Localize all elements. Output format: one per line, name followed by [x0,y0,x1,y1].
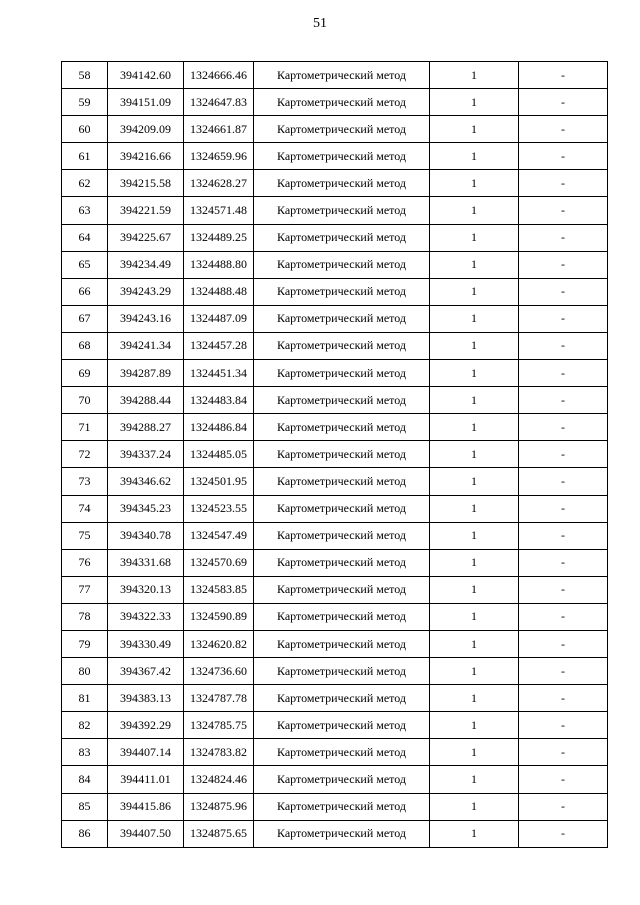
point-number-cell: 79 [62,630,108,657]
point-number-cell: 63 [62,197,108,224]
note-cell: - [519,251,608,278]
y-coordinate-cell: 1324875.96 [184,793,254,820]
point-number-cell: 76 [62,549,108,576]
point-number-cell: 82 [62,712,108,739]
accuracy-cell: 1 [430,89,519,116]
table-row [62,197,608,224]
accuracy-cell: 1 [430,658,519,685]
method-cell: Картометрический метод [254,603,430,630]
table-row [62,143,608,170]
note-cell: - [519,495,608,522]
y-coordinate-cell: 1324488.48 [184,278,254,305]
accuracy-cell: 1 [430,820,519,847]
accuracy-cell: 1 [430,414,519,441]
note-cell: - [519,197,608,224]
point-number-cell: 69 [62,360,108,387]
accuracy-cell: 1 [430,251,519,278]
x-coordinate-cell: 394234.49 [108,251,184,278]
x-coordinate-cell: 394415.86 [108,793,184,820]
accuracy-cell: 1 [430,360,519,387]
note-cell: - [519,603,608,630]
x-coordinate-cell: 394383.13 [108,685,184,712]
method-cell: Картометрический метод [254,305,430,332]
table-row [62,658,608,685]
page-number: 51 [313,16,327,31]
point-number-cell: 66 [62,278,108,305]
point-number-cell: 68 [62,332,108,359]
x-coordinate-cell: 394288.27 [108,414,184,441]
y-coordinate-cell: 1324783.82 [184,739,254,766]
x-coordinate-cell: 394288.44 [108,387,184,414]
point-number-cell: 61 [62,143,108,170]
note-cell: - [519,576,608,603]
note-cell: - [519,305,608,332]
y-coordinate-cell: 1324659.96 [184,143,254,170]
y-coordinate-cell: 1324787.78 [184,685,254,712]
x-coordinate-cell: 394330.49 [108,630,184,657]
note-cell: - [519,468,608,495]
y-coordinate-cell: 1324583.85 [184,576,254,603]
point-number-cell: 71 [62,414,108,441]
x-coordinate-cell: 394151.09 [108,89,184,116]
x-coordinate-cell: 394392.29 [108,712,184,739]
method-cell: Картометрический метод [254,522,430,549]
y-coordinate-cell: 1324501.95 [184,468,254,495]
accuracy-cell: 1 [430,305,519,332]
x-coordinate-cell: 394322.33 [108,603,184,630]
method-cell: Картометрический метод [254,387,430,414]
method-cell: Картометрический метод [254,224,430,251]
accuracy-cell: 1 [430,630,519,657]
y-coordinate-cell: 1324590.89 [184,603,254,630]
coordinates-table [61,61,608,848]
table-row [62,89,608,116]
accuracy-cell: 1 [430,685,519,712]
method-cell: Картометрический метод [254,251,430,278]
y-coordinate-cell: 1324620.82 [184,630,254,657]
note-cell: - [519,278,608,305]
table-row [62,387,608,414]
note-cell: - [519,712,608,739]
x-coordinate-cell: 394287.89 [108,360,184,387]
y-coordinate-cell: 1324875.65 [184,820,254,847]
x-coordinate-cell: 394142.60 [108,62,184,89]
accuracy-cell: 1 [430,197,519,224]
point-number-cell: 65 [62,251,108,278]
method-cell: Картометрический метод [254,576,430,603]
x-coordinate-cell: 394345.23 [108,495,184,522]
table-row [62,360,608,387]
method-cell: Картометрический метод [254,332,430,359]
note-cell: - [519,685,608,712]
table-row [62,766,608,793]
x-coordinate-cell: 394221.59 [108,197,184,224]
method-cell: Картометрический метод [254,197,430,224]
method-cell: Картометрический метод [254,441,430,468]
point-number-cell: 80 [62,658,108,685]
point-number-cell: 85 [62,793,108,820]
accuracy-cell: 1 [430,766,519,793]
x-coordinate-cell: 394337.24 [108,441,184,468]
x-coordinate-cell: 394320.13 [108,576,184,603]
note-cell: - [519,62,608,89]
accuracy-cell: 1 [430,603,519,630]
table-row [62,468,608,495]
y-coordinate-cell: 1324485.05 [184,441,254,468]
method-cell: Картометрический метод [254,414,430,441]
accuracy-cell: 1 [430,549,519,576]
method-cell: Картометрический метод [254,685,430,712]
y-coordinate-cell: 1324523.55 [184,495,254,522]
point-number-cell: 73 [62,468,108,495]
table-row [62,305,608,332]
x-coordinate-cell: 394367.42 [108,658,184,685]
accuracy-cell: 1 [430,143,519,170]
accuracy-cell: 1 [430,387,519,414]
table-row [62,495,608,522]
accuracy-cell: 1 [430,441,519,468]
x-coordinate-cell: 394346.62 [108,468,184,495]
method-cell: Картометрический метод [254,170,430,197]
accuracy-cell: 1 [430,793,519,820]
note-cell: - [519,793,608,820]
method-cell: Картометрический метод [254,766,430,793]
method-cell: Картометрический метод [254,143,430,170]
note-cell: - [519,522,608,549]
x-coordinate-cell: 394407.14 [108,739,184,766]
table-row [62,820,608,847]
x-coordinate-cell: 394340.78 [108,522,184,549]
y-coordinate-cell: 1324547.49 [184,522,254,549]
method-cell: Картометрический метод [254,658,430,685]
accuracy-cell: 1 [430,62,519,89]
x-coordinate-cell: 394215.58 [108,170,184,197]
y-coordinate-cell: 1324483.84 [184,387,254,414]
table-row [62,170,608,197]
y-coordinate-cell: 1324486.84 [184,414,254,441]
x-coordinate-cell: 394407.50 [108,820,184,847]
table-row [62,62,608,89]
accuracy-cell: 1 [430,170,519,197]
accuracy-cell: 1 [430,495,519,522]
note-cell: - [519,549,608,576]
note-cell: - [519,766,608,793]
x-coordinate-cell: 394216.66 [108,143,184,170]
table-row [62,739,608,766]
x-coordinate-cell: 394243.16 [108,305,184,332]
y-coordinate-cell: 1324488.80 [184,251,254,278]
point-number-cell: 59 [62,89,108,116]
method-cell: Картометрический метод [254,712,430,739]
table-row [62,549,608,576]
note-cell: - [519,414,608,441]
method-cell: Картометрический метод [254,89,430,116]
accuracy-cell: 1 [430,468,519,495]
y-coordinate-cell: 1324666.46 [184,62,254,89]
point-number-cell: 62 [62,170,108,197]
note-cell: - [519,739,608,766]
note-cell: - [519,89,608,116]
accuracy-cell: 1 [430,116,519,143]
note-cell: - [519,820,608,847]
table-row [62,630,608,657]
table-row [62,278,608,305]
accuracy-cell: 1 [430,712,519,739]
method-cell: Картометрический метод [254,495,430,522]
method-cell: Картометрический метод [254,820,430,847]
y-coordinate-cell: 1324457.28 [184,332,254,359]
note-cell: - [519,441,608,468]
point-number-cell: 60 [62,116,108,143]
note-cell: - [519,170,608,197]
point-number-cell: 77 [62,576,108,603]
y-coordinate-cell: 1324489.25 [184,224,254,251]
y-coordinate-cell: 1324451.34 [184,360,254,387]
accuracy-cell: 1 [430,278,519,305]
method-cell: Картометрический метод [254,116,430,143]
note-cell: - [519,658,608,685]
table-row [62,685,608,712]
table-row [62,603,608,630]
y-coordinate-cell: 1324570.69 [184,549,254,576]
x-coordinate-cell: 394411.01 [108,766,184,793]
method-cell: Картометрический метод [254,360,430,387]
x-coordinate-cell: 394241.34 [108,332,184,359]
point-number-cell: 75 [62,522,108,549]
method-cell: Картометрический метод [254,793,430,820]
table-row [62,224,608,251]
table-row [62,414,608,441]
table-row [62,576,608,603]
point-number-cell: 84 [62,766,108,793]
y-coordinate-cell: 1324487.09 [184,305,254,332]
note-cell: - [519,387,608,414]
y-coordinate-cell: 1324824.46 [184,766,254,793]
accuracy-cell: 1 [430,576,519,603]
method-cell: Картометрический метод [254,468,430,495]
method-cell: Картометрический метод [254,278,430,305]
accuracy-cell: 1 [430,332,519,359]
point-number-cell: 81 [62,685,108,712]
table-row [62,712,608,739]
y-coordinate-cell: 1324571.48 [184,197,254,224]
coordinates-table-body [62,62,608,848]
y-coordinate-cell: 1324647.83 [184,89,254,116]
point-number-cell: 70 [62,387,108,414]
note-cell: - [519,630,608,657]
table-row [62,441,608,468]
point-number-cell: 86 [62,820,108,847]
method-cell: Картометрический метод [254,62,430,89]
y-coordinate-cell: 1324661.87 [184,116,254,143]
method-cell: Картометрический метод [254,739,430,766]
x-coordinate-cell: 394225.67 [108,224,184,251]
table-row [62,522,608,549]
point-number-cell: 83 [62,739,108,766]
accuracy-cell: 1 [430,739,519,766]
note-cell: - [519,360,608,387]
y-coordinate-cell: 1324736.60 [184,658,254,685]
accuracy-cell: 1 [430,522,519,549]
y-coordinate-cell: 1324628.27 [184,170,254,197]
point-number-cell: 58 [62,62,108,89]
point-number-cell: 64 [62,224,108,251]
note-cell: - [519,143,608,170]
x-coordinate-cell: 394331.68 [108,549,184,576]
note-cell: - [519,224,608,251]
table-row [62,332,608,359]
x-coordinate-cell: 394243.29 [108,278,184,305]
point-number-cell: 74 [62,495,108,522]
point-number-cell: 67 [62,305,108,332]
table-row [62,116,608,143]
method-cell: Картометрический метод [254,549,430,576]
method-cell: Картометрический метод [254,630,430,657]
table-row [62,251,608,278]
x-coordinate-cell: 394209.09 [108,116,184,143]
accuracy-cell: 1 [430,224,519,251]
note-cell: - [519,116,608,143]
note-cell: - [519,332,608,359]
y-coordinate-cell: 1324785.75 [184,712,254,739]
point-number-cell: 72 [62,441,108,468]
point-number-cell: 78 [62,603,108,630]
table-row [62,793,608,820]
